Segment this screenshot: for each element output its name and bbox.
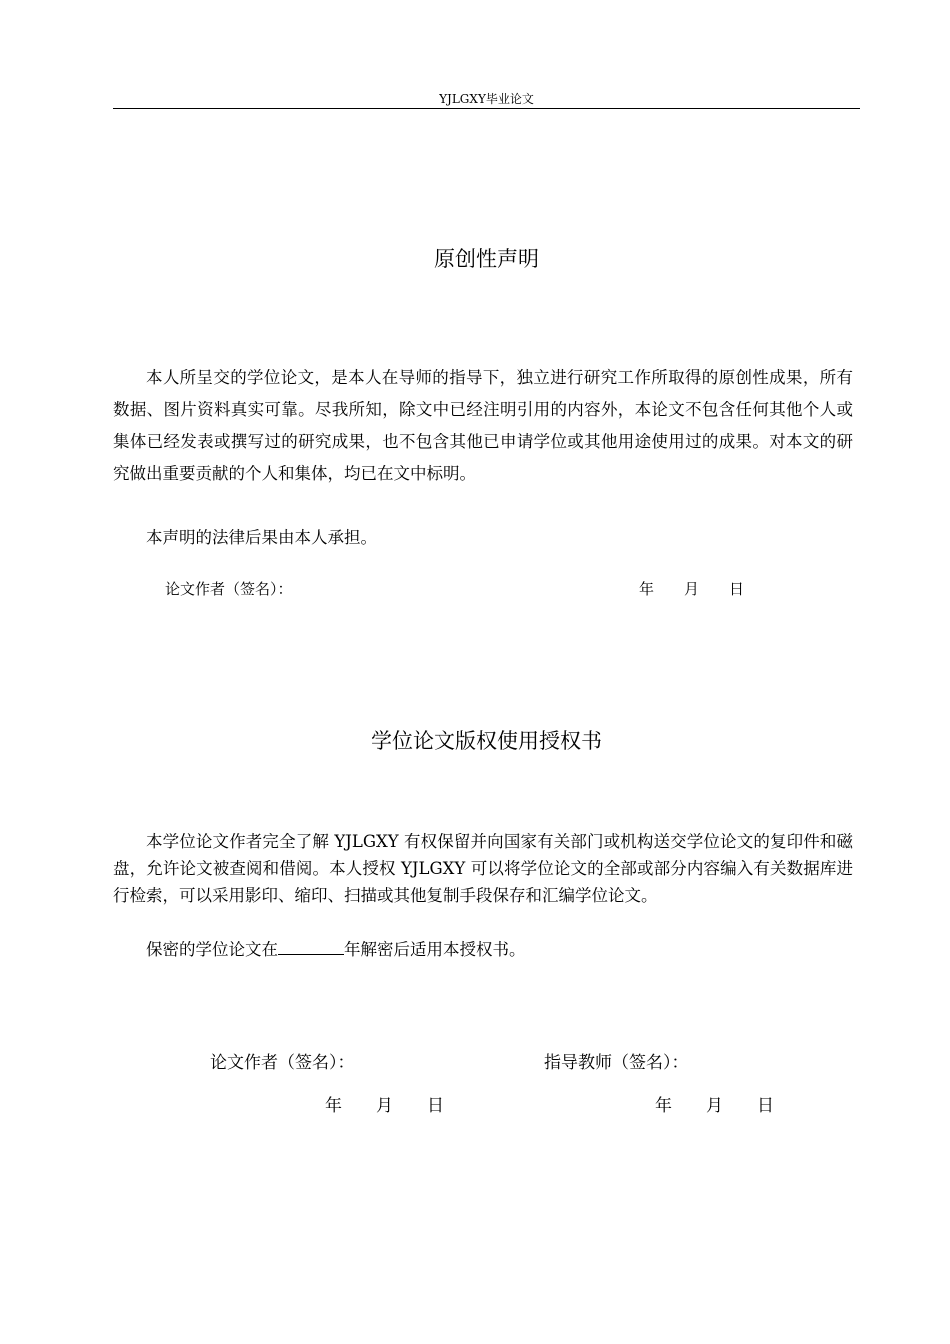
authorization-body: 本学位论文作者完全了解 YJLGXY 有权保留并向国家有关部门或机构送交学位论文的复印件和磁盘，允许论文被查阅和借阅。本人授权 YJLGXY 可以将学位论文的全部或部分内容编入有关数据库进行检索，可以采用影印、缩印、扫描或其他复制手段保存和汇编学位论文。 bbox=[113, 832, 853, 905]
originality-body: 本人所呈交的学位论文，是本人在导师的指导下，独立进行研究工作所取得的原创性成果，所有数据、图片资料真实可靠。尽我所知，除文中已经注明引用的内容外，本论文不包含任何其他个人或集体已经发表或撰写过的研究成果，也不包含其他已申请学位或其他用途使用过的成果。对本文的研究做出重要贡献的个人和集体，均已在文中标明。 bbox=[113, 368, 853, 483]
authorization-advisor-sign: 指导教师（签名）： bbox=[544, 1053, 689, 1073]
originality-liability: 本声明的法律后果由本人承担。 bbox=[146, 528, 377, 547]
authorization-advisor-date: 年 月 日 bbox=[655, 1096, 774, 1116]
originality-date: 年 月 日 bbox=[639, 580, 745, 598]
authorization-author-sign: 论文作者（签名）： bbox=[210, 1053, 355, 1073]
authorization-author-date: 年 月 日 bbox=[325, 1096, 444, 1116]
secrecy-suffix: 年解密后适用本授权书。 bbox=[344, 940, 526, 959]
secrecy-line bbox=[113, 936, 853, 963]
secrecy-prefix: 保密的学位论文在 bbox=[146, 940, 278, 959]
page-header: YJLGXY毕业论文 bbox=[113, 92, 860, 109]
originality-title: 原创性声明 bbox=[434, 247, 539, 271]
originality-author-sign: 论文作者（签名）： bbox=[165, 580, 293, 598]
secrecy-year-blank[interactable] bbox=[278, 940, 344, 955]
authorization-title: 学位论文版权使用授权书 bbox=[371, 729, 602, 753]
